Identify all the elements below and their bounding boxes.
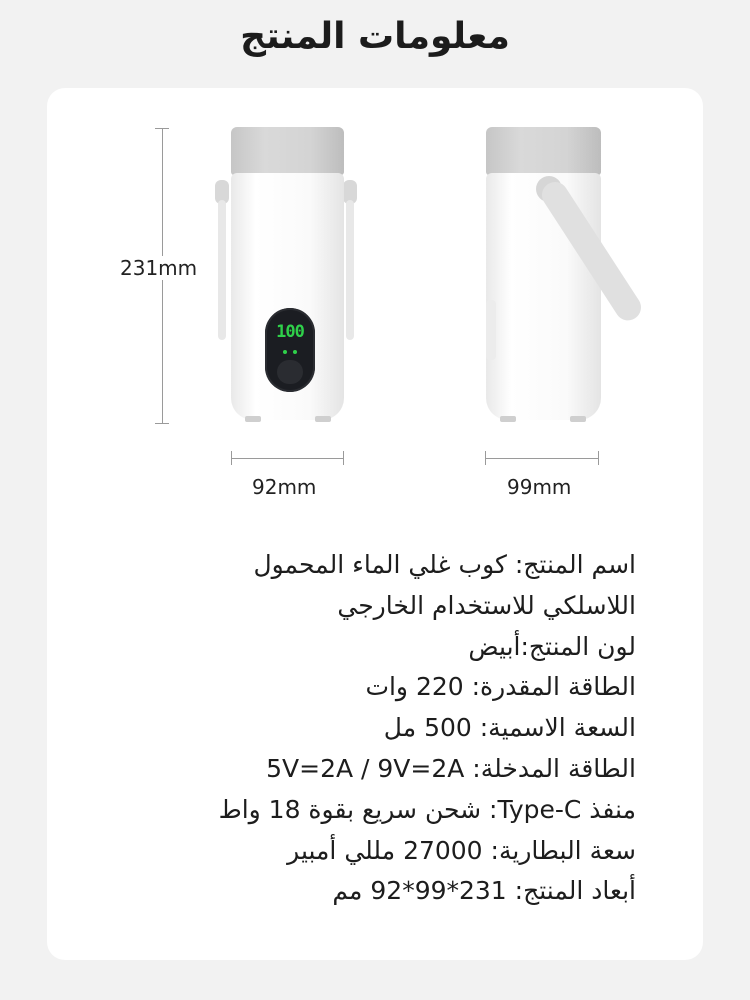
spec-product-name-cont: اللاسلكي للاستخدام الخارجي [337,590,636,620]
spec-rated-power: الطاقة المقدرة: 220 وات [365,672,636,702]
page-title: معلومات المنتج [240,16,510,57]
spec-color: لون المنتج:أبيض [468,631,636,661]
spec-input-power: الطاقة المدخلة: 5V=2A / 9V=2A [266,753,636,783]
spec-battery: سعة البطارية: 27000 مللي أمبير [287,835,636,865]
product-specifications [76,545,636,912]
product-side-image [470,120,640,440]
display-reading: 100 [276,322,304,342]
product-front-image [215,120,365,440]
side-width-label: 99mm [507,475,572,499]
spec-capacity: السعة الاسمية: 500 مل [383,713,636,743]
spec-dimensions: أبعاد المنتج: 231*99*92 مم [332,876,636,906]
digital-display [265,308,315,392]
power-button-icon [277,360,303,384]
front-width-label: 92mm [252,475,317,499]
spec-port: منفذ Type-C: شحن سريع بقوة 18 واط [218,794,636,824]
spec-product-name: اسم المنتج: كوب غلي الماء المحمول [253,550,636,579]
height-label: 231mm [120,256,198,280]
